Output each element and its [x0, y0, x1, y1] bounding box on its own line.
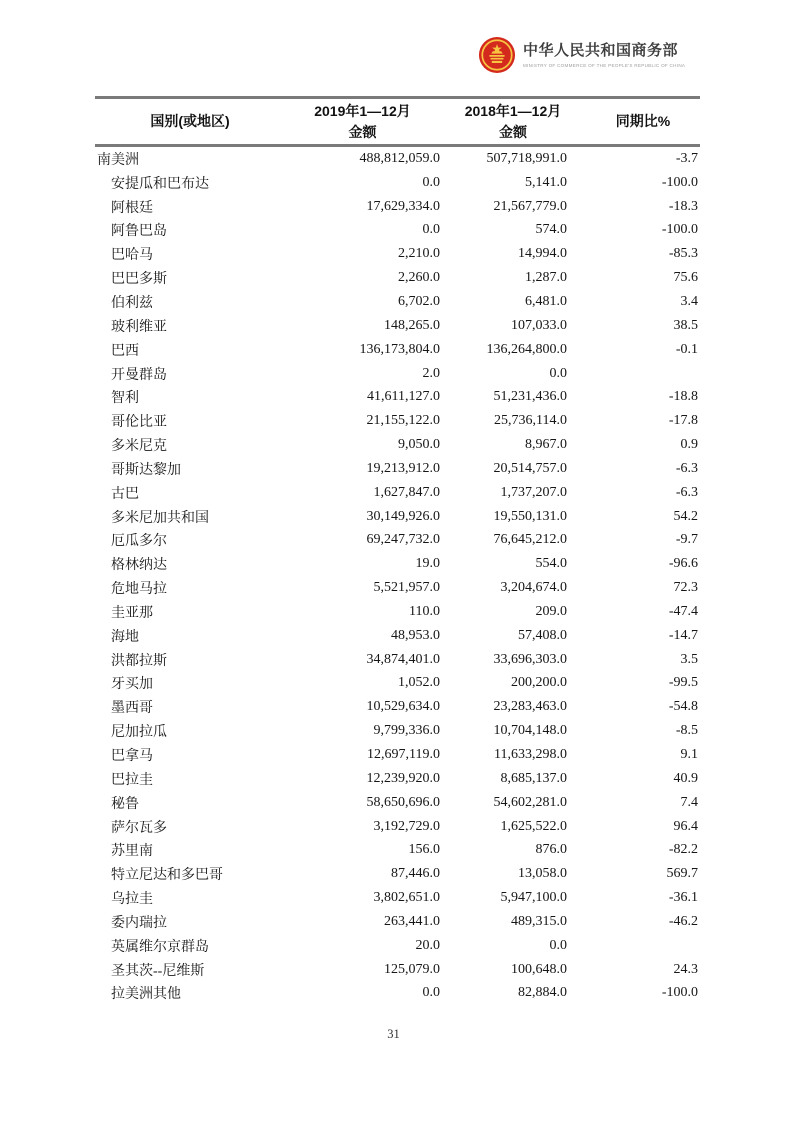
country-cell: 墨西哥	[111, 701, 153, 717]
amount-2019-cell: 156.0	[408, 842, 440, 858]
amount-2018-cell: 3,204,674.0	[500, 580, 567, 596]
country-cell: 洪都拉斯	[111, 653, 167, 669]
china-national-emblem-icon	[478, 36, 516, 74]
amount-2019-cell: 0.0	[422, 174, 440, 190]
yoy-cell: -46.2	[668, 913, 698, 929]
amount-2018-cell: 5,141.0	[525, 174, 567, 190]
amount-2018-cell: 54,602,281.0	[493, 794, 567, 810]
table-row	[95, 433, 700, 457]
amount-2019-cell: 0.0	[422, 985, 440, 1001]
yoy-cell: -18.3	[668, 198, 698, 214]
country-cell: 圣其茨--尼维斯	[111, 963, 205, 979]
ministry-name: 中华人民共和国商务部	[523, 42, 679, 59]
country-cell: 巴西	[111, 343, 139, 359]
column-header-country-label: 国别(或地区)	[150, 113, 230, 129]
table-row	[95, 385, 700, 409]
country-cell: 海地	[111, 629, 139, 645]
yoy-cell: -3.7	[675, 150, 698, 166]
country-cell: 英属维尔京群岛	[111, 939, 209, 955]
country-cell: 巴拿马	[111, 749, 153, 765]
amount-2018-cell: 200,200.0	[511, 675, 567, 691]
amount-2018-cell: 10,704,148.0	[493, 723, 567, 739]
yoy-cell: 96.4	[673, 818, 698, 834]
table-row	[95, 648, 700, 672]
yoy-cell: -47.4	[668, 603, 698, 619]
table-row	[95, 529, 700, 553]
table-row	[95, 290, 700, 314]
trade-data-table	[95, 96, 700, 1005]
yoy-cell: -17.8	[668, 413, 698, 429]
country-cell: 厄瓜多尔	[111, 534, 167, 550]
table-row	[95, 767, 700, 791]
yoy-cell: 24.3	[673, 961, 698, 977]
column-header-2019-line1: 2019年1—12月	[314, 102, 411, 119]
table-row	[95, 791, 700, 815]
amount-2019-cell: 6,702.0	[398, 293, 440, 309]
amount-2019-cell: 2,260.0	[398, 270, 440, 286]
yoy-cell: -54.8	[668, 699, 698, 715]
table-row	[95, 242, 700, 266]
table-row	[95, 982, 700, 1006]
yoy-cell: 569.7	[666, 866, 698, 882]
country-cell: 委内瑞拉	[111, 915, 167, 931]
amount-2018-cell: 19,550,131.0	[493, 508, 567, 524]
table-row	[95, 171, 700, 195]
amount-2018-cell: 0.0	[549, 937, 567, 953]
amount-2018-cell: 23,283,463.0	[493, 699, 567, 715]
yoy-cell: 9.1	[680, 747, 698, 763]
yoy-cell: 3.5	[680, 651, 698, 667]
table-row	[95, 719, 700, 743]
yoy-cell: 7.4	[680, 794, 698, 810]
amount-2018-cell: 21,567,779.0	[493, 198, 567, 214]
country-cell: 安提瓜和巴布达	[111, 176, 209, 192]
country-cell: 苏里南	[111, 844, 153, 860]
yoy-cell: 54.2	[673, 508, 698, 524]
country-cell: 乌拉圭	[111, 892, 153, 908]
amount-2019-cell: 48,953.0	[391, 627, 440, 643]
country-cell: 古巴	[111, 486, 139, 502]
table-body	[95, 146, 700, 1006]
column-header-yoy-label: 同期比%	[615, 113, 671, 129]
amount-2018-cell: 13,058.0	[518, 866, 567, 882]
page-number: 31	[387, 1027, 400, 1041]
country-cell: 危地马拉	[111, 582, 167, 598]
table-row	[95, 862, 700, 886]
amount-2019-cell: 148,265.0	[384, 317, 440, 333]
column-header-2019-line2: 金额	[348, 123, 377, 140]
amount-2018-cell: 876.0	[535, 842, 567, 858]
amount-2019-cell: 3,802,651.0	[373, 890, 440, 906]
amount-2019-cell: 19,213,912.0	[366, 460, 440, 476]
yoy-cell: -18.8	[668, 389, 698, 405]
table-row	[95, 266, 700, 290]
amount-2018-cell: 57,408.0	[518, 627, 567, 643]
amount-2019-cell: 58,650,696.0	[366, 794, 440, 810]
ministry-subtitle: MINISTRY OF COMMERCE OF THE PEOPLE'S REPUBLIC OF CHINA	[523, 63, 686, 68]
table-row	[95, 743, 700, 767]
amount-2019-cell: 69,247,732.0	[366, 532, 440, 548]
amount-2019-cell: 125,079.0	[384, 961, 440, 977]
table-row	[95, 672, 700, 696]
country-cell: 智利	[111, 391, 139, 407]
country-cell: 玻利维亚	[111, 319, 167, 335]
table-row	[95, 600, 700, 624]
table-row	[95, 362, 700, 386]
country-cell: 开曼群岛	[111, 367, 167, 383]
amount-2019-cell: 41,611,127.0	[367, 389, 440, 405]
yoy-cell: -14.7	[668, 627, 698, 643]
amount-2019-cell: 5,521,957.0	[373, 580, 440, 596]
amount-2018-cell: 76,645,212.0	[493, 532, 567, 548]
table-row	[95, 457, 700, 481]
amount-2018-cell: 136,264,800.0	[486, 341, 567, 357]
amount-2019-cell: 263,441.0	[384, 913, 440, 929]
country-cell: 秘鲁	[111, 796, 139, 812]
amount-2018-cell: 1,737,207.0	[500, 484, 567, 500]
amount-2018-cell: 574.0	[535, 222, 567, 238]
amount-2019-cell: 3,192,729.0	[373, 818, 440, 834]
amount-2019-cell: 1,627,847.0	[373, 484, 440, 500]
table-row	[95, 815, 700, 839]
table-row	[95, 146, 700, 171]
amount-2018-cell: 0.0	[549, 365, 567, 381]
amount-2019-cell: 19.0	[415, 556, 440, 572]
amount-2019-cell: 87,446.0	[391, 866, 440, 882]
table-row	[95, 552, 700, 576]
yoy-cell: -100.0	[661, 174, 698, 190]
yoy-cell: 38.5	[673, 317, 698, 333]
country-cell: 哥斯达黎加	[111, 462, 181, 478]
country-cell: 巴巴多斯	[111, 272, 167, 288]
yoy-cell: -99.5	[668, 675, 698, 691]
amount-2018-cell: 107,033.0	[511, 317, 567, 333]
amount-2019-cell: 9,799,336.0	[373, 723, 440, 739]
amount-2019-cell: 17,629,334.0	[366, 198, 440, 214]
yoy-cell: 40.9	[673, 770, 698, 786]
amount-2018-cell: 33,696,303.0	[493, 651, 567, 667]
yoy-cell: -96.6	[668, 556, 698, 572]
yoy-cell: -0.1	[675, 341, 698, 357]
country-cell: 阿鲁巴岛	[111, 224, 167, 240]
yoy-cell: -85.3	[668, 246, 698, 262]
amount-2019-cell: 30,149,926.0	[366, 508, 440, 524]
amount-2019-cell: 136,173,804.0	[359, 341, 440, 357]
table-row	[95, 886, 700, 910]
amount-2018-cell: 8,967.0	[525, 437, 567, 453]
table-row	[95, 219, 700, 243]
country-cell: 多米尼加共和国	[111, 510, 209, 526]
ministry-header	[478, 36, 685, 74]
column-header-2018-amount	[440, 98, 586, 146]
table-row	[95, 409, 700, 433]
country-cell: 南美洲	[97, 152, 139, 168]
yoy-cell	[586, 934, 700, 958]
amount-2019-cell: 10,529,634.0	[366, 699, 440, 715]
yoy-cell	[586, 362, 700, 386]
country-cell: 特立尼达和多巴哥	[111, 868, 223, 884]
table-row	[95, 910, 700, 934]
amount-2018-cell: 1,625,522.0	[500, 818, 567, 834]
table-header-row	[95, 98, 700, 146]
country-cell: 圭亚那	[111, 605, 153, 621]
table-row	[95, 481, 700, 505]
amount-2018-cell: 100,648.0	[511, 961, 567, 977]
column-header-country	[95, 98, 285, 146]
column-header-yoy	[586, 98, 700, 146]
yoy-cell: 72.3	[673, 580, 698, 596]
table-row	[95, 934, 700, 958]
amount-2018-cell: 14,994.0	[518, 246, 567, 262]
country-cell: 格林纳达	[111, 558, 167, 574]
yoy-cell: 3.4	[680, 293, 698, 309]
country-cell: 巴拉圭	[111, 772, 153, 788]
amount-2019-cell: 2.0	[422, 365, 440, 381]
amount-2019-cell: 34,874,401.0	[366, 651, 440, 667]
amount-2018-cell: 20,514,757.0	[493, 460, 567, 476]
amount-2018-cell: 489,315.0	[511, 913, 567, 929]
table-row	[95, 838, 700, 862]
table-row	[95, 576, 700, 600]
column-header-2019-amount	[285, 98, 440, 146]
amount-2019-cell: 2,210.0	[398, 246, 440, 262]
amount-2019-cell: 1,052.0	[398, 675, 440, 691]
yoy-cell: -100.0	[661, 222, 698, 238]
amount-2019-cell: 0.0	[422, 222, 440, 238]
amount-2018-cell: 82,884.0	[518, 985, 567, 1001]
yoy-cell: -6.3	[675, 484, 698, 500]
table-row	[95, 195, 700, 219]
yoy-cell: 0.9	[680, 437, 698, 453]
country-cell: 哥伦比亚	[111, 415, 167, 431]
yoy-cell: -8.5	[675, 723, 698, 739]
amount-2018-cell: 8,685,137.0	[500, 770, 567, 786]
amount-2018-cell: 209.0	[535, 603, 567, 619]
table-row	[95, 505, 700, 529]
table-row	[95, 624, 700, 648]
yoy-cell: -100.0	[661, 985, 698, 1001]
amount-2018-cell: 25,736,114.0	[494, 413, 567, 429]
amount-2019-cell: 12,697,119.0	[367, 747, 440, 763]
amount-2019-cell: 20.0	[415, 937, 440, 953]
amount-2018-cell: 51,231,436.0	[493, 389, 567, 405]
yoy-cell: -9.7	[675, 532, 698, 548]
amount-2018-cell: 554.0	[535, 556, 567, 572]
yoy-cell: 75.6	[673, 270, 698, 286]
column-header-2018-line2: 金额	[499, 123, 527, 140]
amount-2018-cell: 11,633,298.0	[494, 747, 567, 763]
yoy-cell: -82.2	[668, 842, 698, 858]
amount-2018-cell: 6,481.0	[525, 293, 567, 309]
amount-2019-cell: 12,239,920.0	[366, 770, 440, 786]
table-row	[95, 314, 700, 338]
country-cell: 伯利兹	[111, 295, 153, 311]
amount-2018-cell: 1,287.0	[525, 270, 567, 286]
column-header-2018-line1: 2018年1—12月	[464, 102, 562, 119]
yoy-cell: -6.3	[675, 460, 698, 476]
amount-2019-cell: 21,155,122.0	[366, 413, 440, 429]
amount-2019-cell: 110.0	[409, 603, 440, 619]
country-cell: 多米尼克	[111, 439, 167, 455]
amount-2019-cell: 9,050.0	[398, 437, 440, 453]
country-cell: 阿根廷	[111, 200, 153, 216]
amount-2018-cell: 507,718,991.0	[486, 150, 567, 166]
country-cell: 牙买加	[111, 677, 153, 693]
country-cell: 拉美洲其他	[111, 987, 181, 1003]
yoy-cell: -36.1	[668, 890, 698, 906]
table-row	[95, 695, 700, 719]
country-cell: 萨尔瓦多	[111, 820, 167, 836]
amount-2018-cell: 5,947,100.0	[500, 890, 567, 906]
country-cell: 巴哈马	[111, 248, 153, 264]
table-row	[95, 958, 700, 982]
table-row	[95, 338, 700, 362]
amount-2019-cell: 488,812,059.0	[359, 150, 440, 166]
country-cell: 尼加拉瓜	[111, 725, 167, 741]
ministry-header-text	[523, 36, 685, 68]
